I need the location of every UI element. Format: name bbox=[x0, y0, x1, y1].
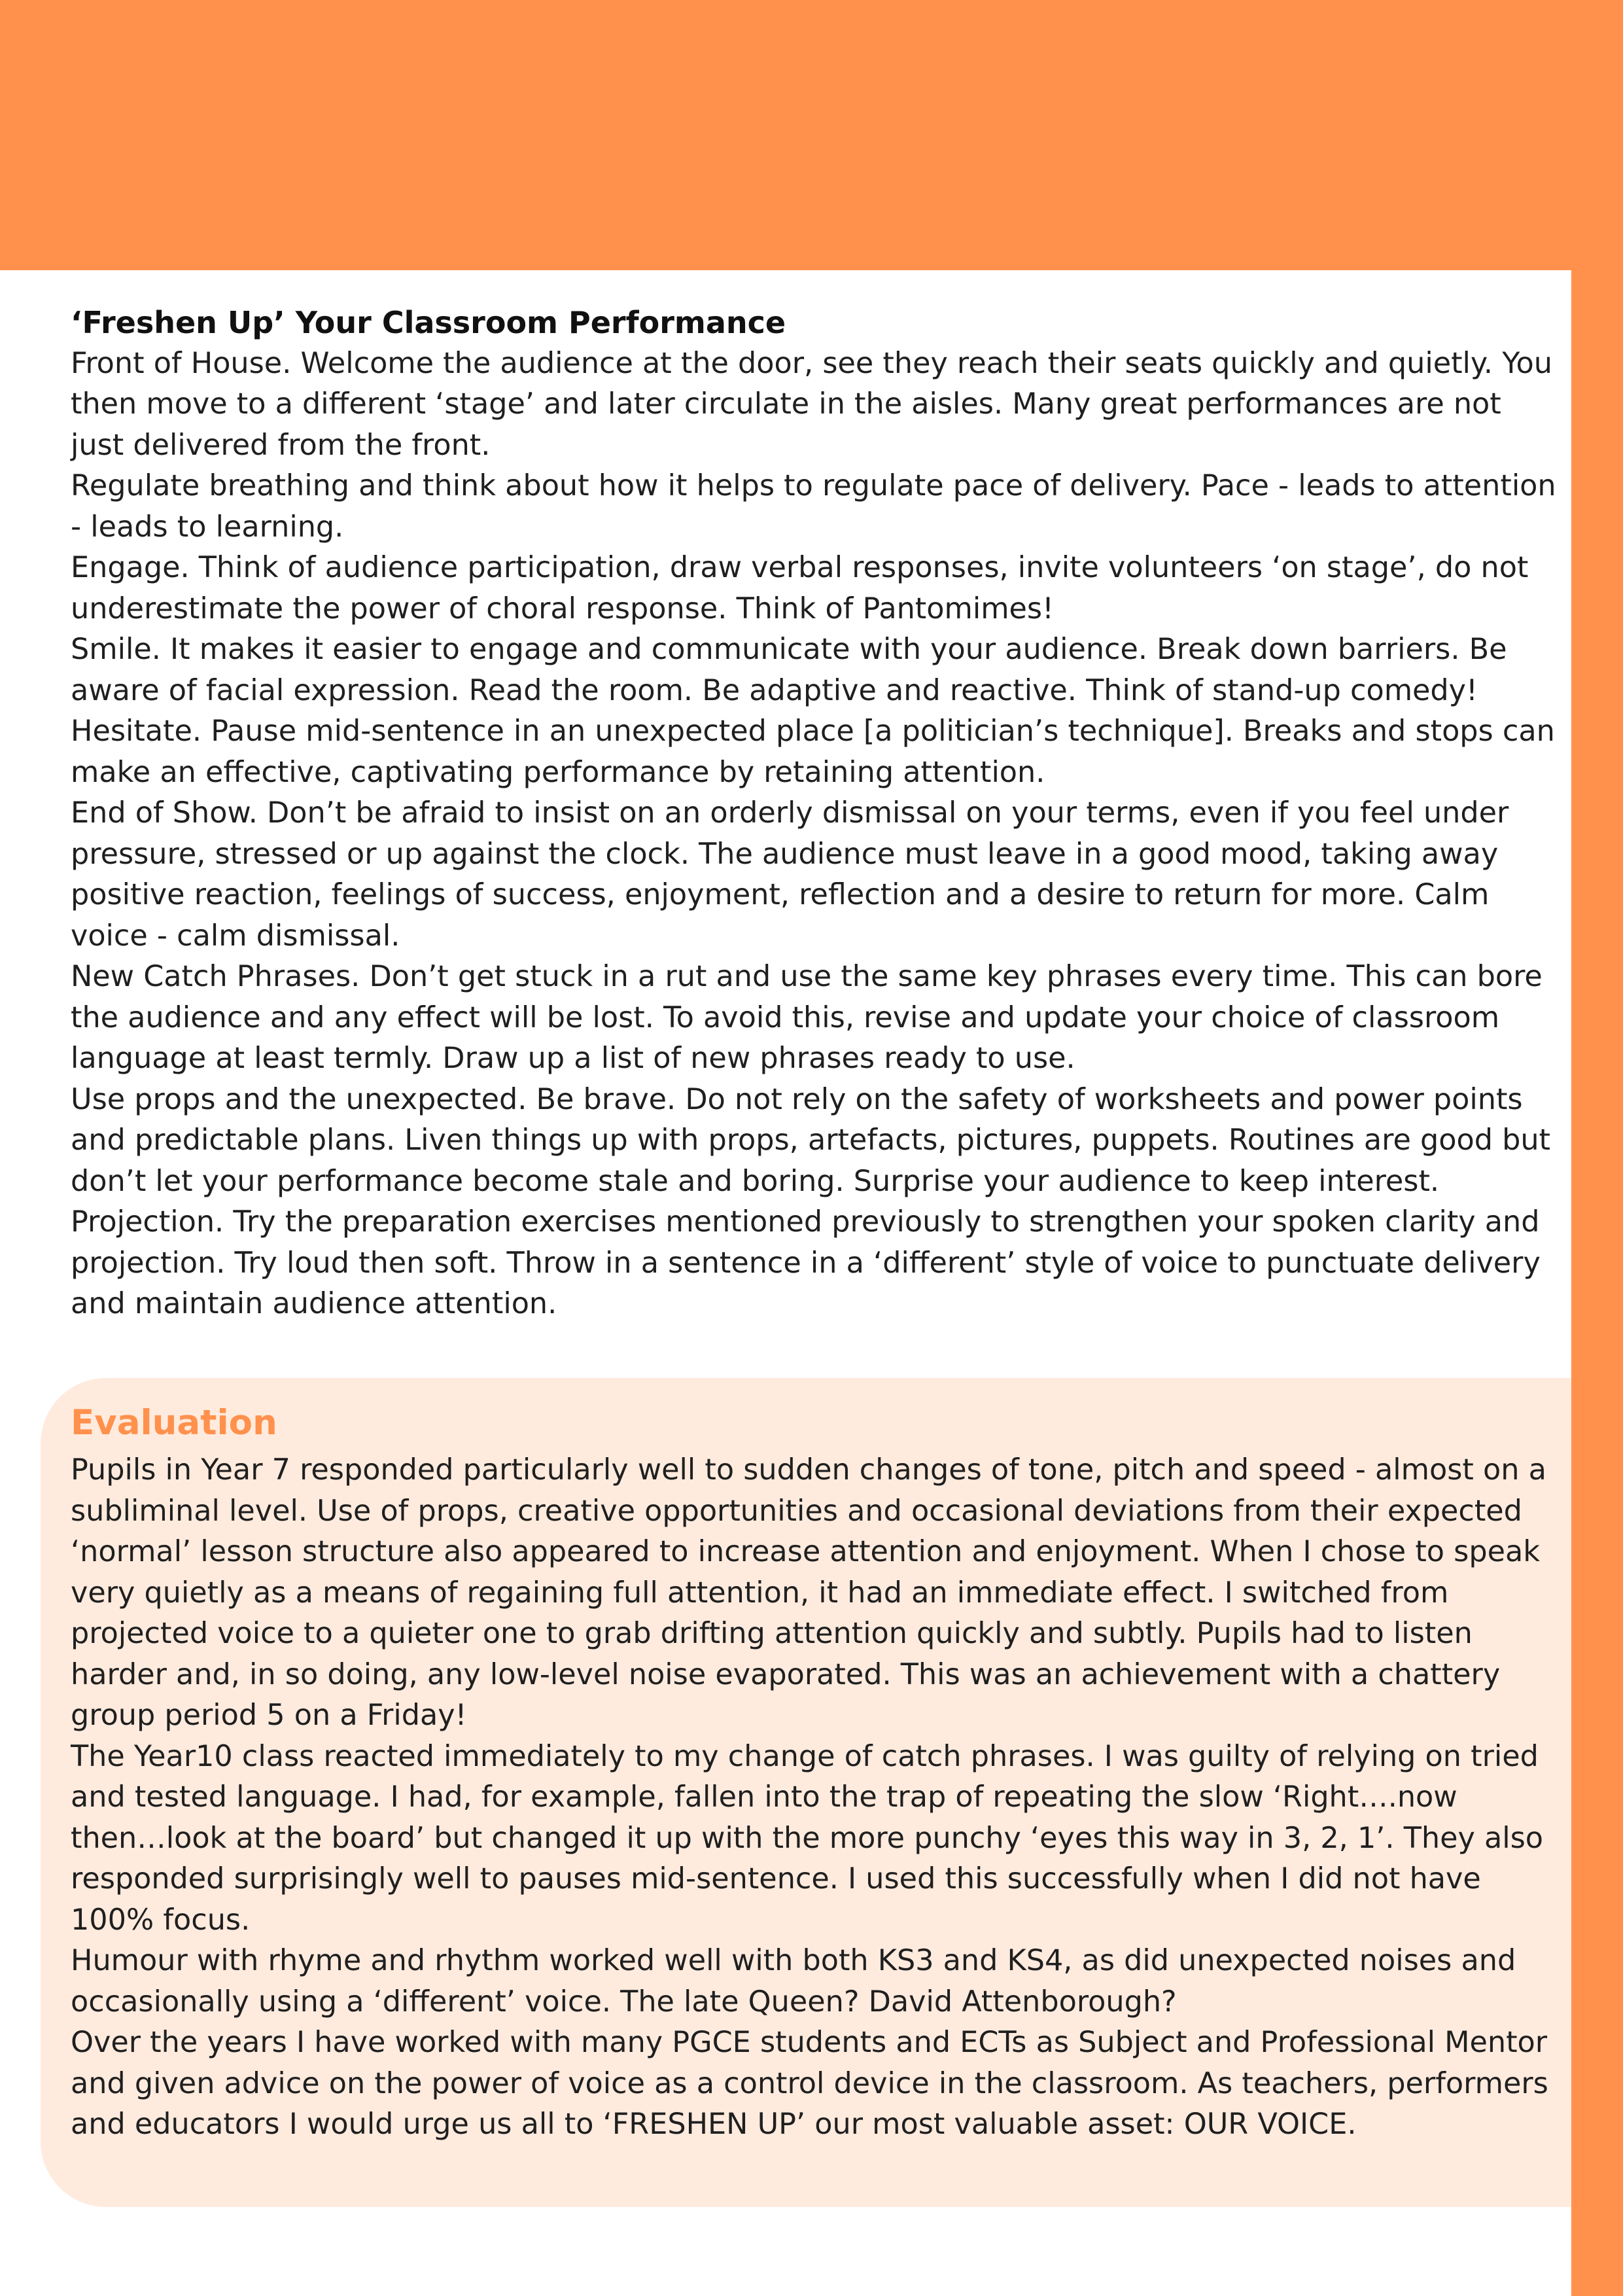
article-body bbox=[71, 302, 1557, 1325]
paragraph-new-catch-phrases: New Catch Phrases. Don’t get stuck in a rut and use the same key phrases every time. This can bore the audience and any effect will be lost. To avoid this, revise and update your choice of classroom language at least termly. Draw up a list of new phrases ready to use. bbox=[71, 960, 1543, 1075]
paragraph-end-of-show: End of Show. Don’t be afraid to insist on an orderly dismissal on your terms, even if you feel under pressure, stressed or up against the clock. The audience must leave in a good mood, taking away positive reaction, feelings of success, enjoyment, reflection and a desire to return for more. Calm voice - calm dismissal. bbox=[71, 796, 1509, 953]
paragraph-regulate-breathing: Regulate breathing and think about how it helps to regulate pace of delivery. Pace - leads to attention - leads to learning. bbox=[71, 469, 1556, 544]
paragraph-use-props: Use props and the unexpected. Be brave. Do not rely on the safety of worksheets and power points and predictable plans. Liven things up with props, artefacts, pictures, puppets. Routines are good but don’t let your performance become stale and boring. Surprise your audience to keep interest. bbox=[71, 1082, 1551, 1198]
evaluation-paragraph-humour: Humour with rhyme and rhythm worked well with both KS3 and KS4, as did unexpected noises and occasionally using a ‘different’ voice. The late Queen? David Attenborough? bbox=[71, 1944, 1516, 2019]
paragraph-engage: Engage. Think of audience participation, draw verbal responses, invite volunteers ‘on stage’, do not underestimate the power of choral response. Think of Pantomimes! bbox=[71, 551, 1529, 626]
evaluation-panel bbox=[41, 1378, 1571, 2207]
evaluation-paragraph-conclusion: Over the years I have worked with many PGCE students and ECTs as Subject and Professional Mentor and given advice on the power of voice as a control device in the classroom. As teachers, performers and educators I would urge us all to ‘FRESHEN UP’ our most valuable asset: OUR VOICE. bbox=[71, 2026, 1548, 2141]
paragraph-smile: Smile. It makes it easier to engage and communicate with your audience. Break down barriers. Be aware of facial expression. Read the room. Be adaptive and reactive. Think of stand-up comedy! bbox=[71, 633, 1507, 707]
evaluation-paragraph-year-10: The Year10 class reacted immediately to my change of catch phrases. I was guilty of relying on tried and tested language. I had, for example, fallen into the trap of repeating the slow ‘Right….now then…look at the board’ but changed it up with the more punchy ‘eyes this way in 3, 2, 1’. They also responded surprisingly well to pauses mid-sentence. I used this successfully when I did not have 100% focus. bbox=[71, 1739, 1544, 1937]
evaluation-content bbox=[71, 1398, 1556, 2146]
right-edge-band bbox=[1571, 0, 1623, 2296]
paragraph-hesitate: Hesitate. Pause mid-sentence in an unexpected place [a politician’s technique]. Breaks and stops can make an effective, captivating performance by retaining attention. bbox=[71, 715, 1555, 789]
article-title: ‘Freshen Up’ Your Classroom Performance bbox=[71, 305, 786, 340]
header-banner bbox=[0, 0, 1623, 270]
evaluation-paragraph-year-7: Pupils in Year 7 responded particularly well to sudden changes of tone, pitch and speed - almost on a subliminal level. Use of props, creative opportunities and occasional deviations from their expected ‘normal’ lesson structure also appeared to increase attention and enjoyment. When I chose to speak very quietly as a means of regaining full attention, it had an immediate effect. I switched from projected voice to a quieter one to grab drifting attention quickly and subtly. Pupils had to listen harder and, in so doing, any low-level noise evaporated. This was an achievement with a chattery group period 5 on a Friday! bbox=[71, 1453, 1546, 1732]
paragraph-front-of-house: Front of House. Welcome the audience at the door, see they reach their seats quickly and quietly. You then move to a different ‘stage’ and later circulate in the aisles. Many great performances are not just delivered from the front. bbox=[71, 346, 1552, 462]
evaluation-heading: Evaluation bbox=[71, 1403, 277, 1443]
paragraph-projection: Projection. Try the preparation exercises mentioned previously to strengthen your spoken clarity and projection. Try loud then soft. Throw in a sentence in a ‘different’ style of voice to punctuate delivery and maintain audience attention. bbox=[71, 1205, 1541, 1320]
